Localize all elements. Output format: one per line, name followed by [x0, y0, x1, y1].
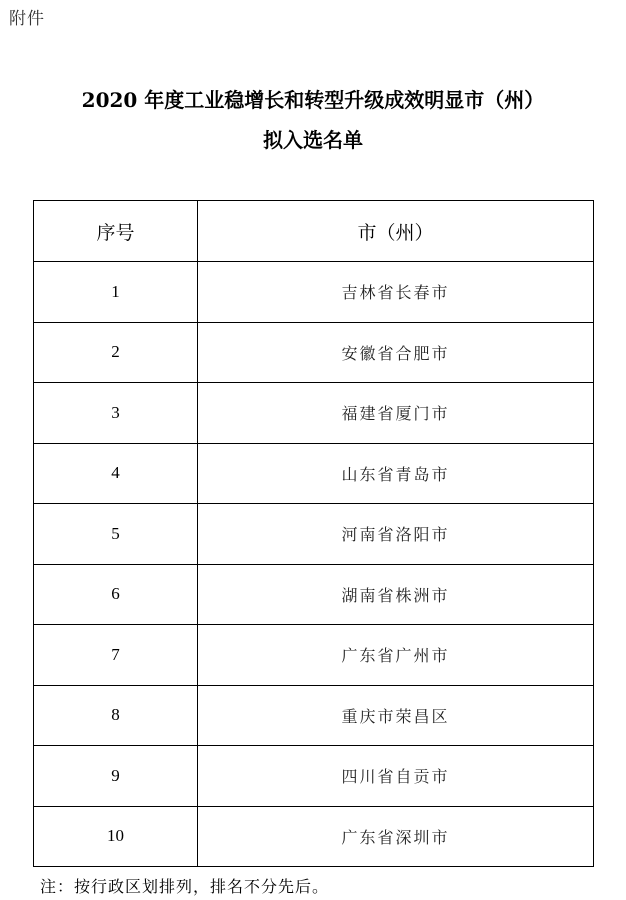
table-row: [34, 625, 594, 686]
row-city: 重庆市荣昌区: [198, 685, 594, 746]
row-city: 山东省青岛市: [198, 443, 594, 504]
table-row: [34, 262, 594, 323]
footnote: 注：按行政区划排列，排名不分先后。: [40, 877, 330, 896]
row-number: 2: [34, 322, 198, 383]
row-city: 河南省洛阳市: [198, 504, 594, 565]
table-row: [34, 564, 594, 625]
row-city: 吉林省长春市: [198, 262, 594, 323]
document-subtitle: 拟入选名单: [263, 128, 363, 152]
city-list-table: [33, 200, 594, 867]
row-number: 1: [34, 262, 198, 323]
table-row: [34, 443, 594, 504]
table-row: [34, 685, 594, 746]
table-row: [34, 383, 594, 444]
row-number: 4: [34, 443, 198, 504]
table-row: [34, 504, 594, 565]
row-number: 9: [34, 746, 198, 807]
document-title: 2020 年度工业稳增长和转型升级成效明显市（州）: [81, 88, 545, 112]
table-header-row: [34, 201, 594, 262]
row-number: 3: [34, 383, 198, 444]
table-row: [34, 746, 594, 807]
table-row: [34, 806, 594, 867]
row-number: 6: [34, 564, 198, 625]
row-city: 福建省厦门市: [198, 383, 594, 444]
row-city: 广东省深圳市: [198, 806, 594, 867]
row-number: 7: [34, 625, 198, 686]
row-number: 8: [34, 685, 198, 746]
row-number: 10: [34, 806, 198, 867]
row-city: 湖南省株洲市: [198, 564, 594, 625]
row-city: 广东省广州市: [198, 625, 594, 686]
attachment-label: 附件: [9, 9, 45, 29]
row-city: 四川省自贡市: [198, 746, 594, 807]
table-row: [34, 322, 594, 383]
row-number: 5: [34, 504, 198, 565]
column-header-city: 市（州）: [198, 201, 594, 262]
column-header-number: 序号: [34, 201, 198, 262]
row-city: 安徽省合肥市: [198, 322, 594, 383]
